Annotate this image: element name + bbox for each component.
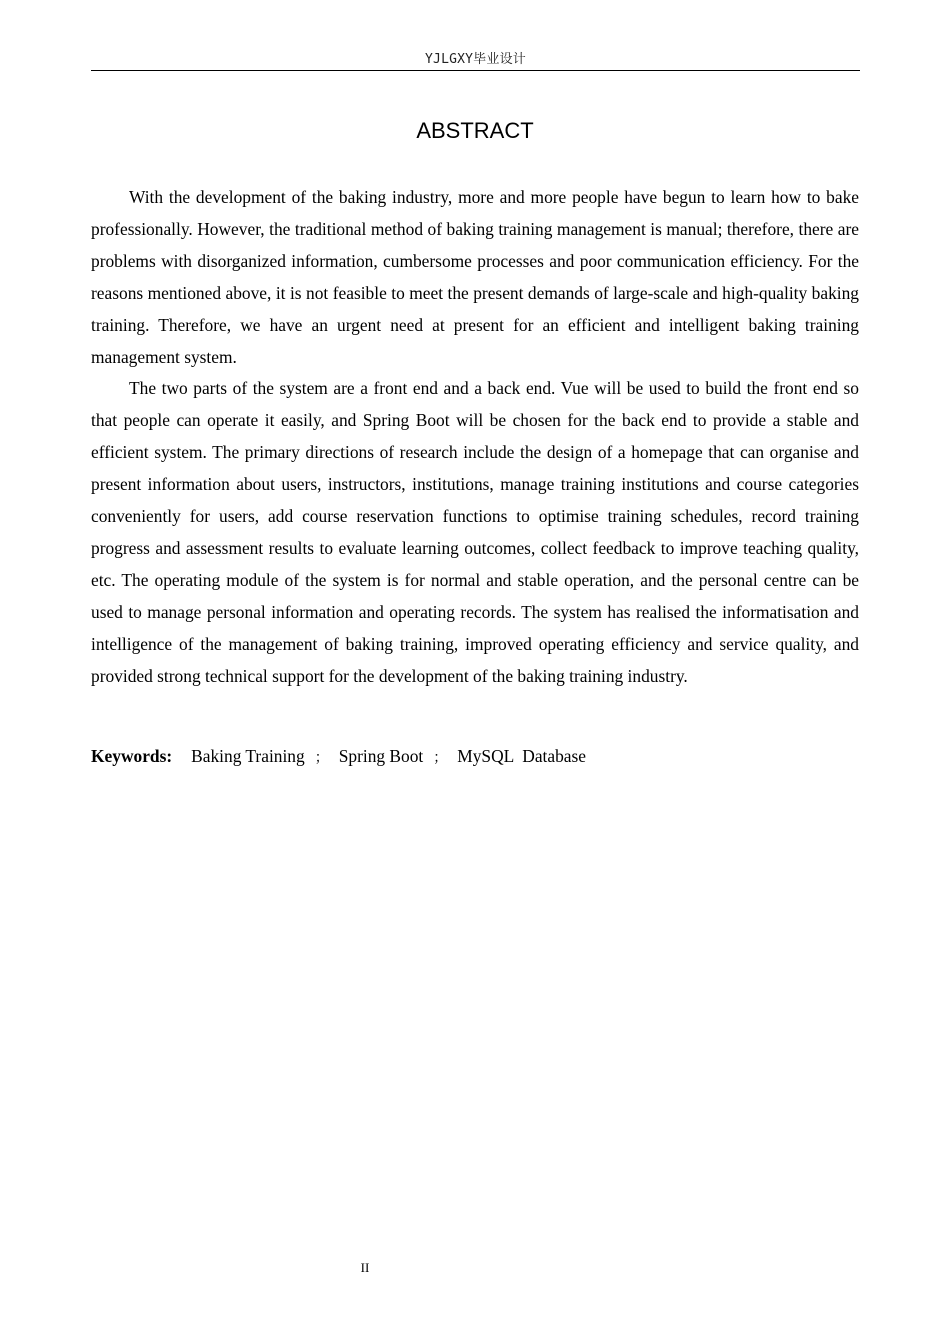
page-number: II: [360, 1260, 370, 1275]
abstract-paragraph-1: With the development of the baking industry, more and more people have begun to learn how to bake professionally. However, the traditional method of baking training management is manual; therefore, there are problems with disorganized information, cumbersome processes and poor communication efficiency. For the reasons mentioned above, it is not feasible to meet the present demands of large-scale and high-quality baking training. Therefore, we have an urgent need at present for an efficient and intelligent baking training management system.: [91, 187, 859, 367]
keyword-separator: ；: [314, 751, 329, 766]
header-text: YJLGXY毕业设计: [425, 52, 526, 67]
keyword-item: Database: [522, 746, 587, 766]
keyword-separator: ；: [433, 751, 448, 766]
keywords-label: Keywords:: [91, 746, 173, 766]
keywords-line: [91, 741, 859, 774]
keyword-item: Spring Boot: [338, 746, 424, 766]
keyword-item: Baking Training: [191, 746, 305, 766]
abstract-body: [91, 182, 859, 693]
abstract-title: ABSTRACT: [416, 118, 534, 143]
page-header: [91, 50, 860, 71]
abstract-paragraph-2: The two parts of the system are a front end and a back end. Vue will be used to build the front end so that people can operate it easily, and Spring Boot will be chosen for the back end to provide a stable and efficient system. The primary directions of research include the design of a homepage that can organise and present information about users, instructors, institutions, manage training institutions and course categories conveniently for users, add course reservation functions to optimise training schedules, record training progress and assessment results to evaluate learning outcomes, collect feedback to improve teaching quality, etc. The operating module of the system is for normal and stable operation, and the personal centre can be used to manage personal information and operating records. The system has realised the informatisation and intelligence of the management of baking training, improved operating efficiency and service quality, and provided strong technical support for the development of the baking training industry.: [91, 378, 859, 686]
keyword-item: MySQL: [457, 746, 515, 766]
